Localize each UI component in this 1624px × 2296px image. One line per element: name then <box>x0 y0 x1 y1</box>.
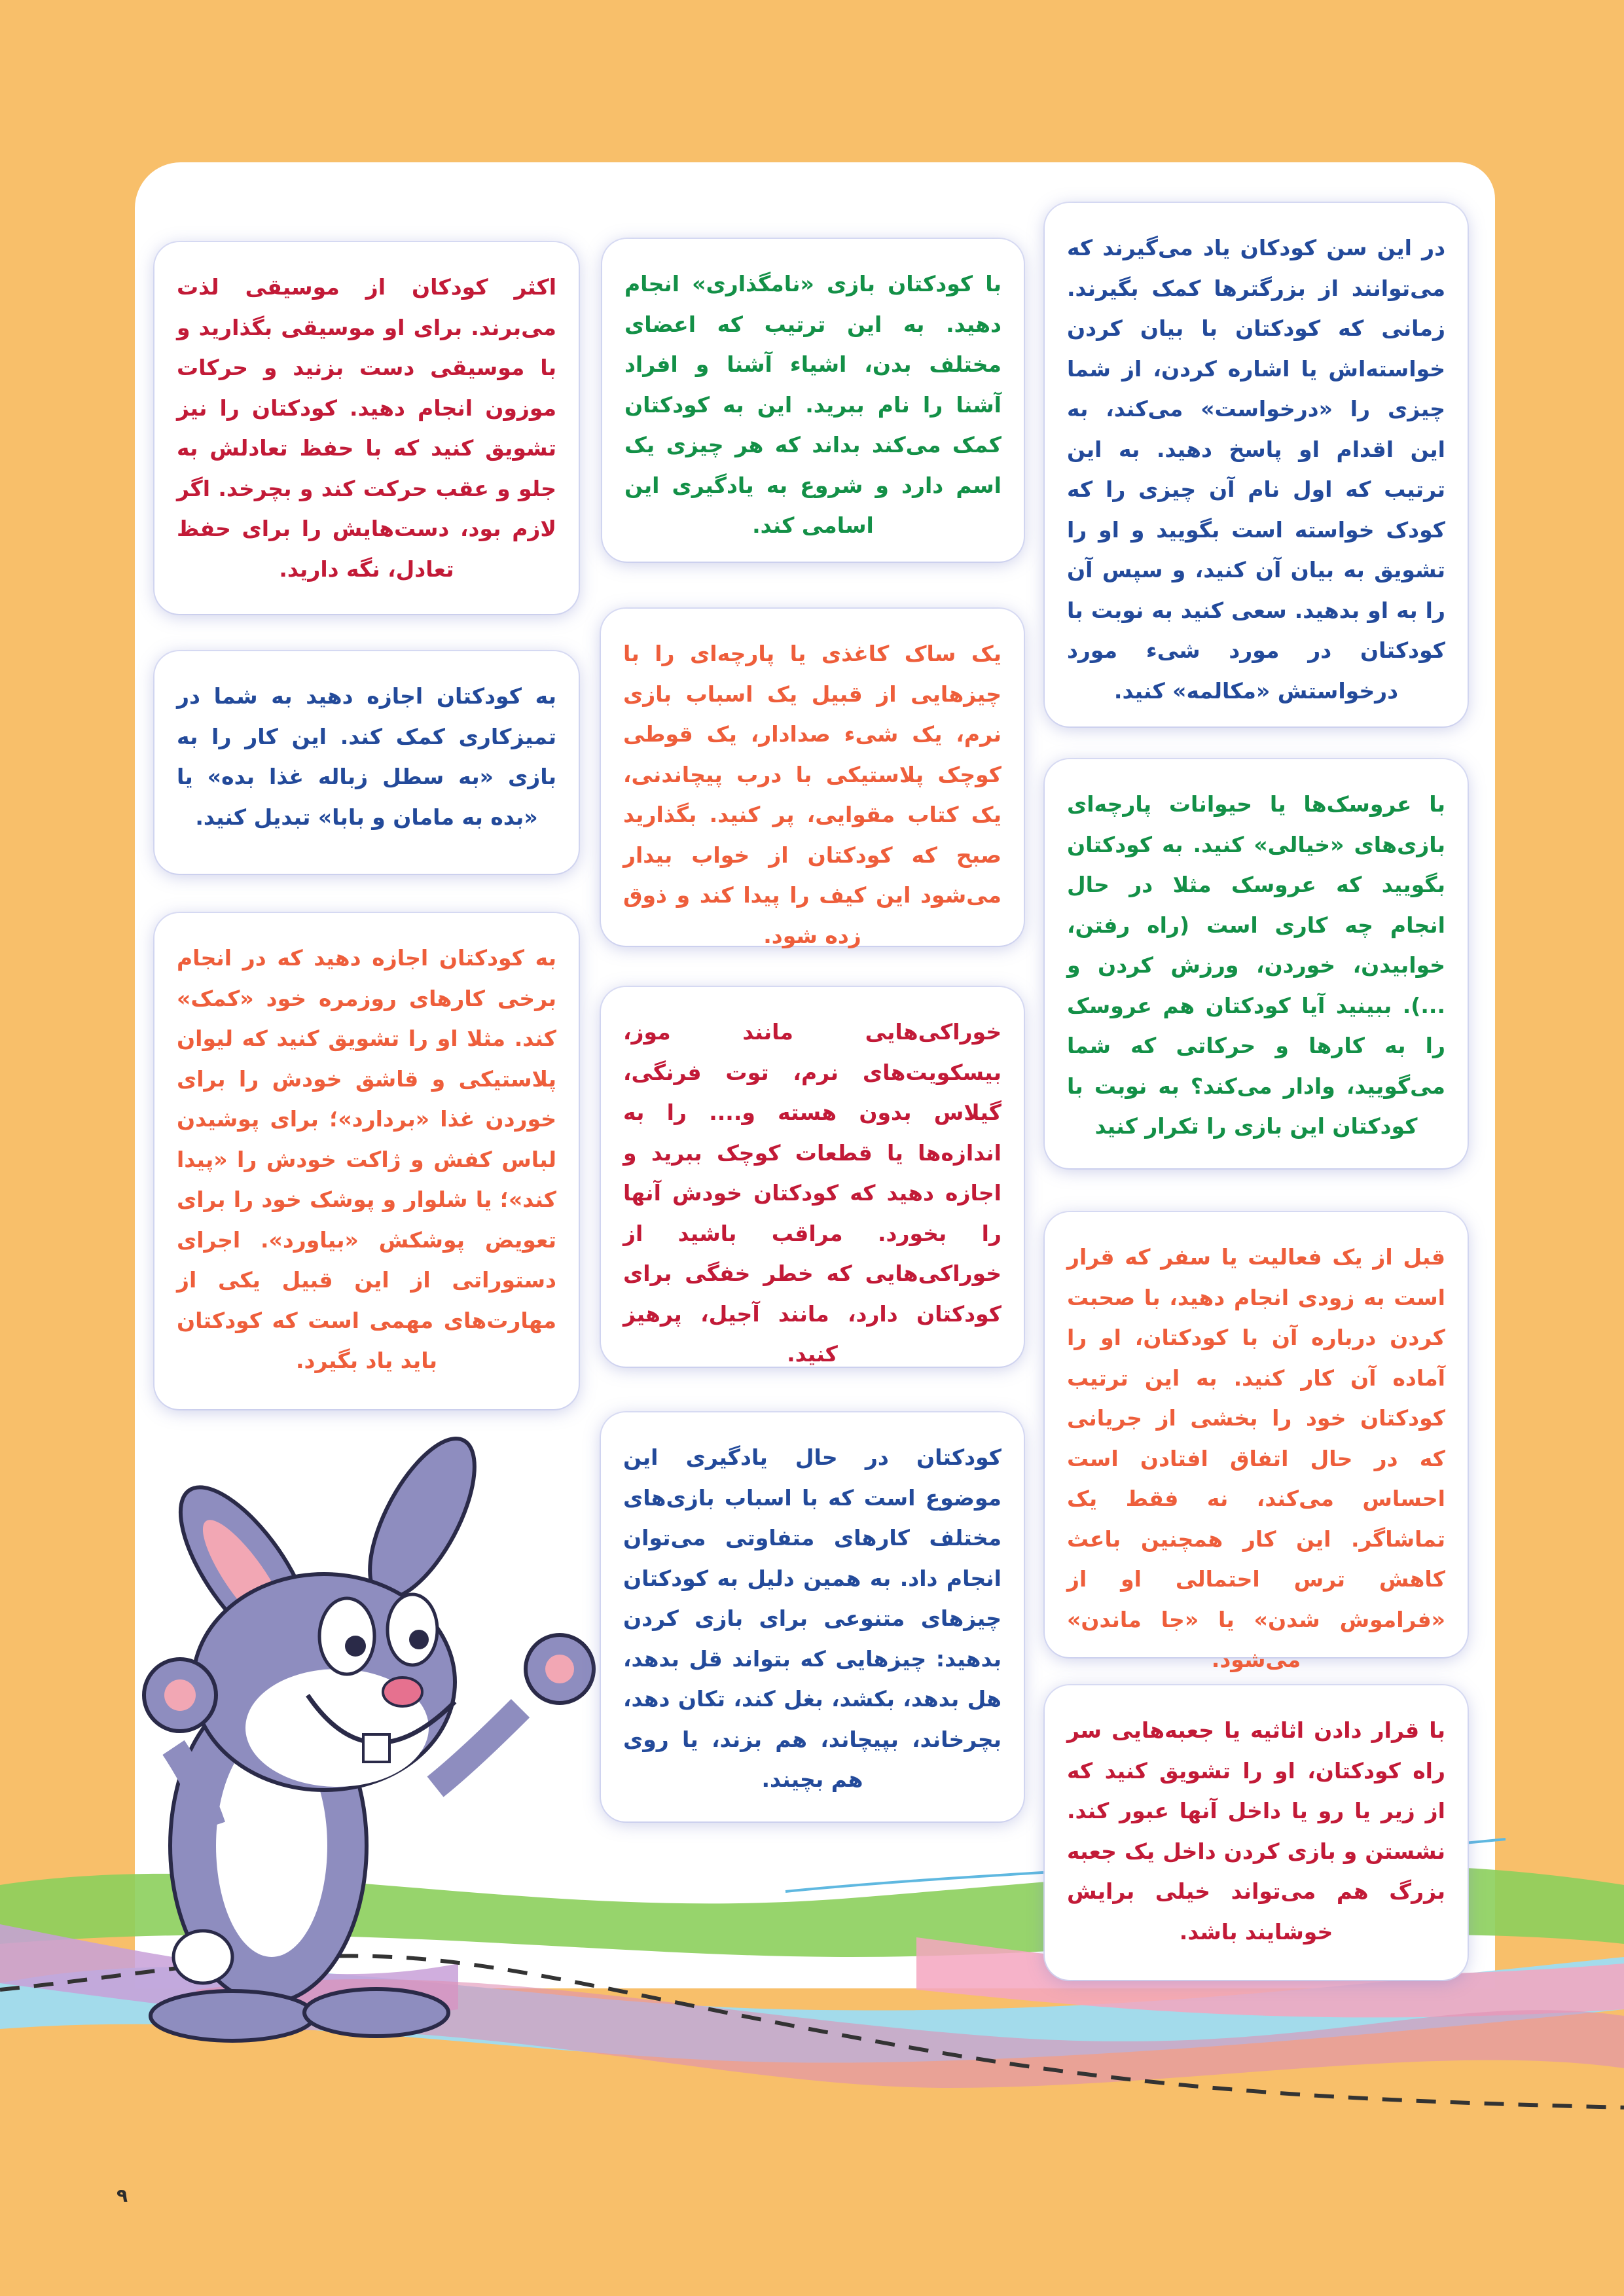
tip-card-surprise-bag: یک ساک کاغذی یا پارچه‌ای را با چیزهایی از قبیل یک اسباب بازی نرم، یک شیء صدادار، یک قوطی کوچک پلاستیکی با درب پیچاندنی، یک کتاب مقوایی، پر کنید. بگذارید صبح که کودکتان از خواب بیدار می‌شود این کیف را پیدا کند و ذوق زده شود. <box>601 609 1024 946</box>
tip-card-naming-game: با کودکتان بازی «نامگذاری» انجام دهید. به این ترتیب که اعضای مختلف بدن، اشیاء آشنا و افراد آشنا را نام ببرید. این به کودکتان کمک می‌کند بداند که هر چیزی یک اسم دارد و شروع به یادگیری این اسامی کند. <box>602 239 1024 562</box>
tip-card-daily-help: به کودکتان اجازه دهید که در انجام برخی کارهای روزمره خود «کمک» کند. مثلا او را تشویق کنید که لیوان پلاستیکی و قاشق خودش را برای خوردن غذا «بردارد»؛ برای پوشیدن لباس کفش و ژاکت خودش را «پیدا کند»؛ یا شلوار و پوشک خود را برای تعویض پوشکش «بیاورد». اجرای دستوراتی از این قبیل یکی از مهارت‌های مهمی است که کودکتان باید یاد بگیرد. <box>154 913 579 1409</box>
tip-card-cleanup: به کودکتان اجازه دهید به شما در تمیزکاری کمک کند. این کار را به بازی «به سطل زباله غذا بده» یا «بده به مامان و بابا» تبدیل کنید. <box>154 651 579 874</box>
tip-card-finger-foods: خوراکی‌هایی مانند موز، بیسکویت‌های نرم، توت فرنگی، گیلاس بدون هسته و.... را به اندازه‌ها یا قطعات کوچک ببرید و اجازه دهید که کودکتان خودش آنها را بخورد. مراقب باشید از خوراکی‌هایی که خطر خفگی برای کودکتان دارد، مانند آجیل، پرهیز کنید. <box>601 987 1024 1367</box>
tip-card-music: اکثر کودکان از موسیقی لذت می‌برند. برای او موسیقی بگذارید و با موسیقی دست بزنید و حرکات موزون انجام دهید. کودکتان را نیز تشویق کنید که با حفظ تعادلش به جلو و عقب حرکت کند و بچرخد. اگر لازم بود، دست‌هایش را برای حفظ تعادل، نگه دارید. <box>154 242 579 614</box>
tip-card-pretend-play: با عروسک‌ها یا حیوانات پارچه‌ای بازی‌های «خیالی» کنید. به کودکتان بگویید که عروسک مثلا در حال انجام چه کاری است (راه رفتن، خوابیدن، خوردن، ورزش کردن و ...). ببینید آیا کودکتان هم عروسک را به کارها و حرکاتی که شما می‌گویید، وادار می‌کند؟ به نوبت با کودکتان این بازی را تکرار کنید <box>1045 759 1468 1168</box>
tip-card-preparation: قبل از یک فعالیت یا سفر که قرار است به زودی انجام دهید، با صحبت کردن درباره آن با کودکتان، او را آماده آن کار کنید. به این ترتیب کودکتان خود را بخشی از جریانی که در حال اتفاق افتادن است احساس می‌کند، نه فقط یک تماشاگر. این کار همچنین باعث کاهش ترس احتمالی او از «فراموش شدن» یا «جا ماندن» می‌شود. <box>1045 1212 1468 1657</box>
page-number: ۹ <box>117 2185 128 2206</box>
tip-card-request: در این سن کودکان یاد می‌گیرند که می‌توانند از بزرگترها کمک بگیرند. زمانی که کودکتان با بیان کردن خواسته‌اش یا اشاره کردن، از شما چیزی را «درخواست» می‌کند، به این اقدام او پاسخ دهید. به این ترتیب که اول نام آن چیزی را که کودک خواسته است بگویید و او را تشویق به بیان آن کنید، و سپس آن را به او بدهید. سعی کنید به نوبت با کودکتان در مورد شیء مورد درخواستش «مکالمه» کنید. <box>1045 203 1468 726</box>
bunny-illustration <box>128 1420 609 2049</box>
tip-card-obstacle-course: با قرار دادن اثاثیه یا جعبه‌هایی سر راه کودکتان، او را تشویق کنید که از زیر یا رو یا داخل آنها عبور کند. نشستن و بازی کردن داخل یک جعبه بزرگ هم می‌تواند خیلی برایش خوشایند باشد. <box>1045 1685 1468 1980</box>
tip-card-varied-toys: کودکتان در حال یادگیری این موضوع است که با اسباب بازی‌های مختلف کارهای متفاوتی می‌توان انجام داد. به همین دلیل به کودکتان چیزهای متنوعی برای بازی کردن بدهید: چیزهایی که بتواند قل بدهد، هل بدهد، بکشد، بغل کند، تکان دهد، بچرخاند، بپیچاند، هم بزند، یا روی هم بچیند. <box>601 1412 1024 1821</box>
